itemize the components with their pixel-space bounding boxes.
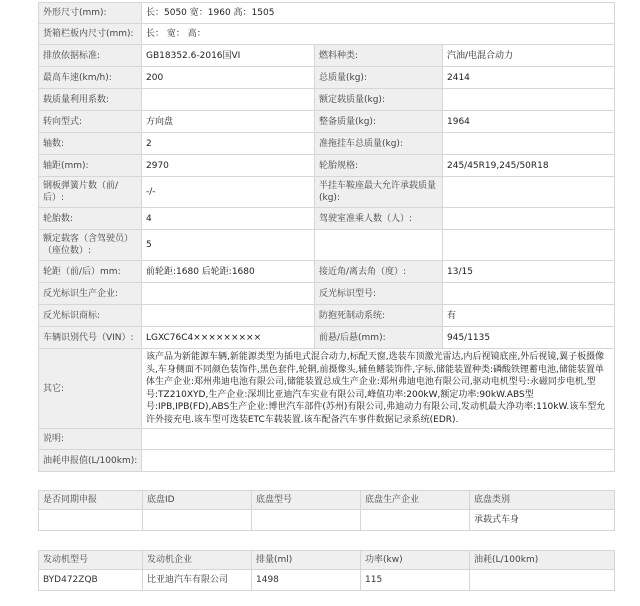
reflector-maker-label: 反光标识生产企业:	[39, 283, 142, 305]
engine-header-model: 发动机型号	[39, 551, 143, 570]
rated-load-value	[443, 89, 615, 111]
chassis-header-model: 底盘型号	[252, 491, 361, 510]
cab-seats-label: 驾驶室准乘人数（人）:	[315, 208, 443, 230]
passengers-label: 额定载客（含驾驶员）（座位数）:	[39, 230, 142, 261]
notes-value	[142, 429, 615, 450]
chassis-header-same-period: 是否同期申报	[39, 491, 143, 510]
abs-value: 有	[443, 305, 615, 327]
chassis-cell-model	[252, 510, 361, 531]
chassis-header-type: 底盘类别	[470, 491, 615, 510]
overhang-value: 945/1135	[443, 327, 615, 349]
gross-mass-value: 2414	[443, 67, 615, 89]
fuel-declared-label: 油耗申报值(L/100km):	[39, 450, 142, 472]
other-value: 该产品为新能源车辆,新能源类型为插电式混合动力,标配天窗,选装车顶激光雷达,内后视镜底座,外后视镜,翼子板摄像头,车身侧面不同颜色装饰件,黑色套件,轮辋,前摄像头,辅鱼鳍装饰件,字标,储能装置种类:磷酸铁锂蓄电池,储能装置单体生产企业:郑州弗迪电池有限公司,储能装置总成生产企业:郑州弗迪电池有限公司,驱动电机型号:永磁同步电机,型号:TZ210XYD,生产企业:深圳比亚迪汽车实业有限公司,峰值功率:200kW,额定功率:90kW.ABS型号:IPB,IPB(FD),ABS生产企业:博世汽车部件(苏州)有限公司,弗迪动力有限公司,发动机最大净功率:110kW.该车型允许外接充电.该车型可选装ETC车载装置.该车配备汽车事件数据记录系统(EDR).	[142, 349, 615, 429]
cargo-box-label: 货箱栏板内尺寸(mm):	[39, 24, 142, 45]
chassis-table	[38, 490, 615, 531]
springs-value: -/-	[142, 177, 315, 208]
wheelbase-value: 2970	[142, 155, 315, 177]
dimensions-label: 外形尺寸(mm):	[39, 3, 142, 24]
chassis-header-maker: 底盘生产企业	[361, 491, 470, 510]
steering-label: 转向型式:	[39, 111, 142, 133]
passengers-value: 5	[142, 230, 315, 261]
load-util-value	[142, 89, 315, 111]
abs-label: 防抱死制动系统:	[315, 305, 443, 327]
engine-header-displacement: 排量(ml)	[252, 551, 361, 570]
dimensions-value: 长：5050 宽：1960 高：1505	[142, 3, 615, 24]
axles-label: 轴数:	[39, 133, 142, 155]
tire-spec-value: 245/45R19,245/50R18	[443, 155, 615, 177]
engine-cell-power: 115	[361, 570, 470, 591]
approach-angle-value: 13/15	[443, 261, 615, 283]
fuel-type-value: 汽油/电混合动力	[443, 45, 615, 67]
engine-cell-fuel	[470, 570, 615, 591]
trailer-mass-label: 准拖挂车总质量(kg):	[315, 133, 443, 155]
vehicle-spec-table	[38, 2, 615, 472]
chassis-header-id: 底盘ID	[143, 491, 252, 510]
engine-header-maker: 发动机企业	[143, 551, 252, 570]
engine-cell-displacement: 1498	[252, 570, 361, 591]
tires-value: 4	[142, 208, 315, 230]
engine-cell-model: BYD472ZQB	[39, 570, 143, 591]
trailer-mass-value	[443, 133, 615, 155]
saddle-load-value	[443, 177, 615, 208]
max-speed-value: 200	[142, 67, 315, 89]
reflector-maker-value	[142, 283, 315, 305]
chassis-cell-same-period	[39, 510, 143, 531]
saddle-load-label: 半挂车鞍座最大允许承载质量(kg):	[315, 177, 443, 208]
engine-cell-maker: 比亚迪汽车有限公司	[143, 570, 252, 591]
springs-label: 钢板弹簧片数（前/后）:	[39, 177, 142, 208]
gross-mass-label: 总质量(kg):	[315, 67, 443, 89]
tire-spec-label: 轮胎规格:	[315, 155, 443, 177]
chassis-cell-maker	[361, 510, 470, 531]
tires-label: 轮胎数:	[39, 208, 142, 230]
rated-load-label: 额定载质量(kg):	[315, 89, 443, 111]
reflector-brand-value	[142, 305, 315, 327]
notes-label: 说明:	[39, 429, 142, 450]
load-util-label: 载质量利用系数:	[39, 89, 142, 111]
chassis-cell-id	[143, 510, 252, 531]
curb-mass-value: 1964	[443, 111, 615, 133]
track-value: 前轮距:1680 后轮距:1680	[142, 261, 315, 283]
emission-value: GB18352.6-2016国VI	[142, 45, 315, 67]
approach-angle-label: 接近角/离去角（度）:	[315, 261, 443, 283]
engine-header-power: 功率(kw)	[361, 551, 470, 570]
max-speed-label: 最高车速(km/h):	[39, 67, 142, 89]
reflector-brand-label: 反光标识商标:	[39, 305, 142, 327]
cab-seats-value	[443, 208, 615, 230]
cargo-box-value: 长： 宽： 高：	[142, 24, 615, 45]
engine-header-fuel: 油耗(L/100km)	[470, 551, 615, 570]
wheelbase-label: 轴距(mm):	[39, 155, 142, 177]
axles-value: 2	[142, 133, 315, 155]
overhang-label: 前悬/后悬(mm):	[315, 327, 443, 349]
track-label: 轮距（前/后）mm:	[39, 261, 142, 283]
vin-label: 车辆识别代号（VIN）:	[39, 327, 142, 349]
emission-label: 排放依据标准:	[39, 45, 142, 67]
chassis-cell-type: 承载式车身	[470, 510, 615, 531]
fuel-declared-value	[142, 450, 615, 472]
fuel-type-label: 燃料种类:	[315, 45, 443, 67]
engine-table	[38, 550, 615, 591]
steering-value: 方向盘	[142, 111, 315, 133]
other-label: 其它:	[39, 349, 142, 429]
curb-mass-label: 整备质量(kg):	[315, 111, 443, 133]
reflector-model-value	[443, 283, 615, 305]
vin-value: LGXC76C4×××××××××	[142, 327, 315, 349]
reflector-model-label: 反光标识型号:	[315, 283, 443, 305]
